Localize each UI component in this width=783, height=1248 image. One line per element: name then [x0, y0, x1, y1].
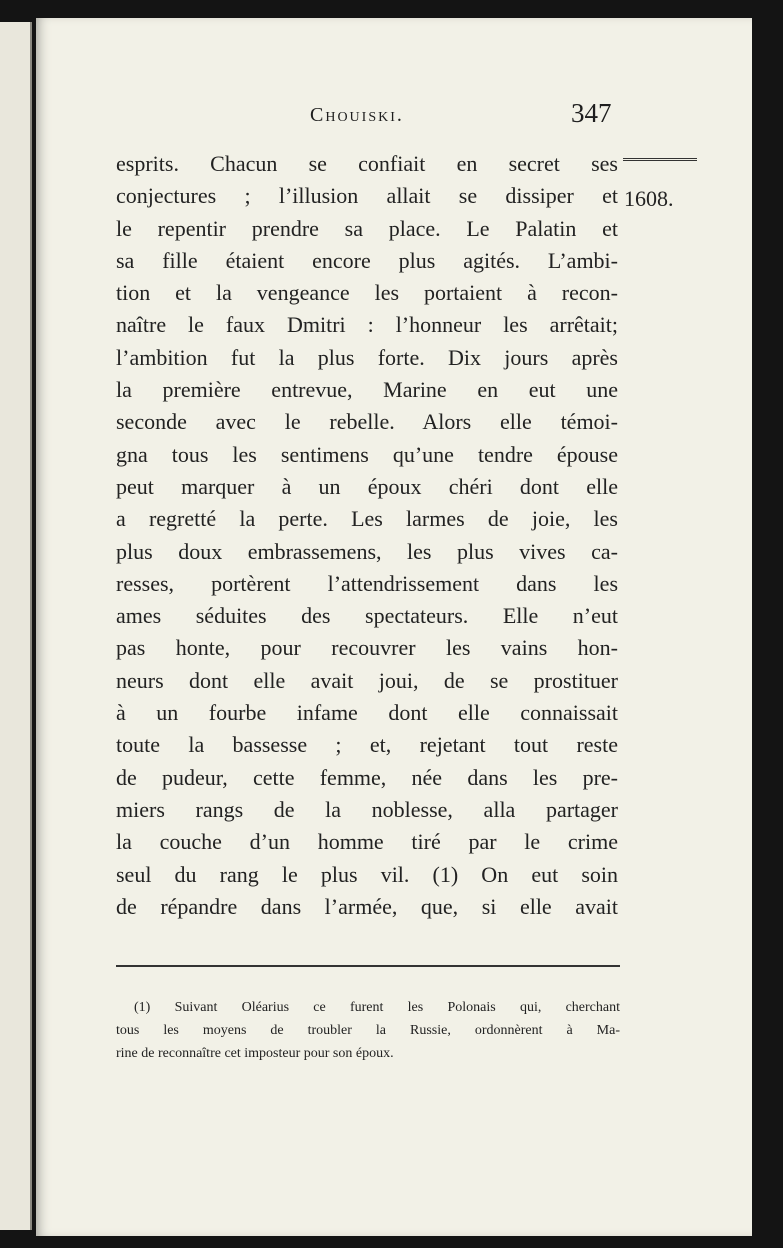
text-line: sa fille étaient encore plus agités. L’ambi-: [116, 247, 618, 273]
text-line: miers rangs de la noblesse, alla partager: [116, 796, 618, 822]
text-line: la couche d’un homme tiré par le crime: [116, 829, 618, 855]
text-line: seconde avec le rebelle. Alors elle témoi-: [116, 409, 618, 435]
body-text: [116, 148, 618, 923]
text-line: le repentir prendre sa place. Le Palatin et: [116, 215, 618, 241]
text-line: pas honte, pour recouvrer les vains hon-: [116, 635, 618, 661]
previous-page-edge: [0, 22, 32, 1230]
text-line: de pudeur, cette femme, née dans les pre-: [116, 764, 618, 790]
text-line: esprits. Chacun se confiait en secret ses: [116, 151, 618, 176]
text-line: seul du rang le plus vil. (1) On eut soin: [116, 861, 618, 887]
margin-rule: [623, 158, 697, 161]
text-line: neurs dont elle avait joui, de se prostituer: [116, 667, 618, 693]
text-line: à un fourbe infame dont elle connaissait: [116, 700, 618, 726]
text-line: a regretté la perte. Les larmes de joie, les: [116, 506, 618, 532]
page-number: 347: [571, 98, 612, 128]
footnote-line: tous les moyens de troubler la Russie, ordonnèrent à Ma-: [116, 1023, 620, 1038]
text-line: tion et la vengeance les portaient à recon-: [116, 280, 618, 306]
text-line: resses, portèrent l’attendrissement dans les: [116, 570, 618, 596]
margin-year: 1608.: [624, 186, 674, 211]
text-line: peut marquer à un époux chéri dont elle: [116, 473, 618, 499]
text-line: ames séduites des spectateurs. Elle n’eut: [116, 603, 618, 629]
text-line: plus doux embrassemens, les plus vives ca-: [116, 538, 618, 564]
text-line: naître le faux Dmitri : l’honneur les arrêtait;: [116, 312, 618, 338]
footnote-rule: [116, 965, 620, 967]
text-line: toute la bassesse ; et, rejetant tout reste: [116, 732, 618, 758]
footnote-line: rine de reconnaître cet imposteur pour son époux.: [116, 1046, 394, 1061]
text-line: l’ambition fut la plus forte. Dix jours après: [116, 344, 618, 370]
text-line: de répandre dans l’armée, que, si elle avait: [116, 893, 618, 919]
running-head: Chouiski.: [310, 104, 404, 126]
text-line: conjectures ; l’illusion allait se dissiper et: [116, 183, 618, 209]
footnote: [116, 996, 620, 1065]
text-line: gna tous les sentimens qu’une tendre épouse: [116, 441, 618, 467]
text-line: la première entrevue, Marine en eut une: [116, 377, 618, 403]
footnote-line: (1) Suivant Oléarius ce furent les Polonais qui, cherchant: [134, 1000, 620, 1015]
